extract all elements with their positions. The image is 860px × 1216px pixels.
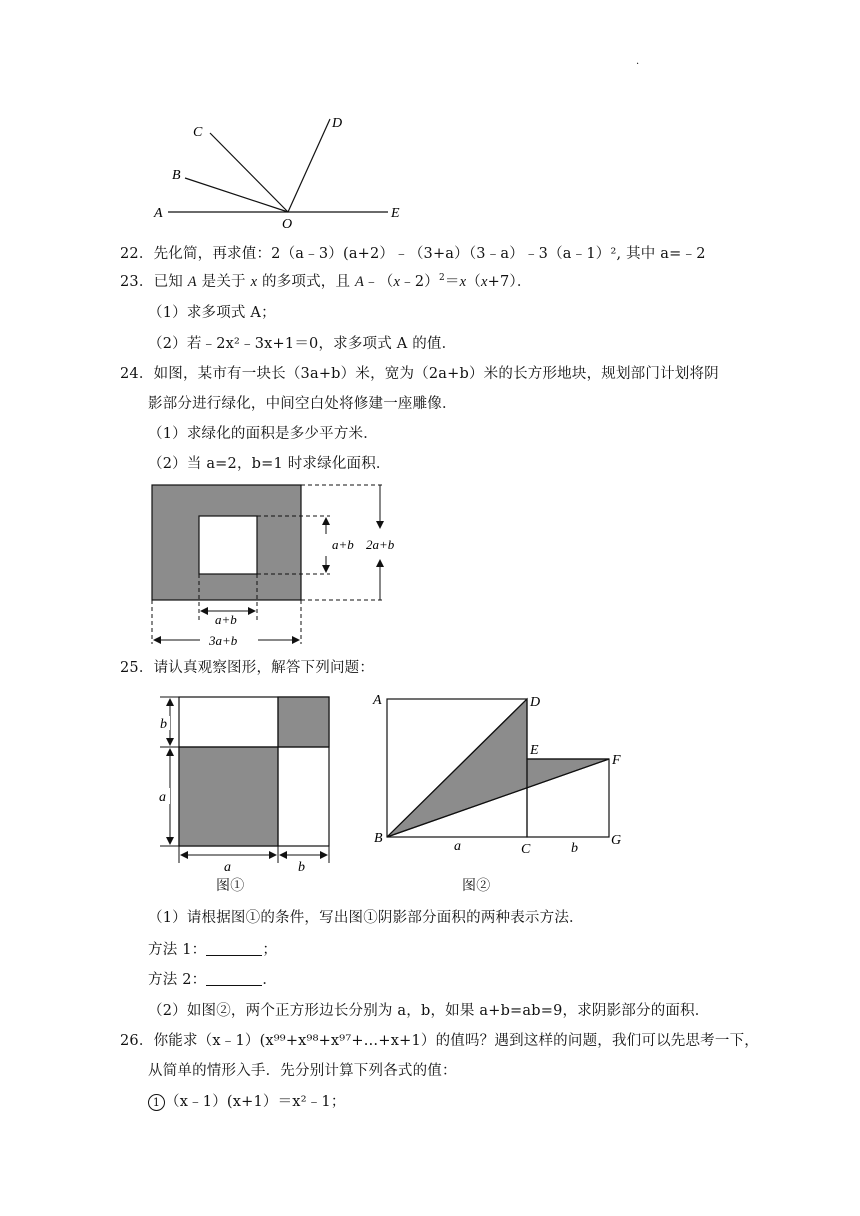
fig1-caption: 图①: [216, 878, 245, 894]
ray-ob: [185, 178, 288, 212]
q23-sub2: （2）若﹣2x²﹣3x+1＝0，求多项式 A 的值．: [148, 336, 457, 352]
fig2-label-g: G: [611, 833, 622, 848]
fig1-big-square: [179, 747, 278, 846]
method-2-label: 方法 2：: [148, 972, 207, 988]
q25-figure-1: [150, 688, 350, 898]
q22-num: 22．: [120, 246, 154, 262]
q25-method-2: [148, 970, 277, 990]
q26-item-1-text: （x﹣1）(x+1）＝x²﹣1；: [165, 1094, 346, 1110]
q26-item-1: [148, 1092, 346, 1112]
q23-stem-14: +7）．: [487, 274, 532, 290]
q23-stem-12: （: [466, 274, 481, 290]
q23-stem-1: A: [187, 274, 197, 290]
fig2-caption: 图②: [462, 878, 491, 894]
q23-stem-4: 的多项式，且: [257, 274, 356, 290]
q26-line2: 从简单的情形入手．先分别计算下列各式的值：: [148, 1063, 457, 1079]
q23-stem-11: x: [459, 274, 467, 290]
label-c: C: [193, 125, 203, 140]
q24-line2: 影部分进行绿化，中间空白处将修建一座雕像．: [148, 396, 457, 412]
method-1-end: ；: [262, 942, 278, 958]
fig1-label-b-left: b: [160, 717, 167, 732]
question-22: [120, 244, 706, 264]
question-23: [120, 272, 532, 292]
q24-figure: [140, 478, 420, 650]
q23-stem-0: 已知: [153, 274, 188, 290]
q25-sub2: （2）如图②，两个正方形边长分别为 a，b，如果 a+b=ab=9，求阴影部分的面积．: [148, 1003, 710, 1019]
question-25: [120, 658, 374, 678]
q23-stem-7: x: [393, 274, 401, 290]
q23-stem-5: A: [355, 274, 365, 290]
method-1-label: 方法 1：: [148, 942, 207, 958]
inner-square: [199, 516, 257, 574]
fig1-small-square: [278, 697, 329, 747]
q24-line1: 如图，某市有一块长（3a+b）米，宽为（2a+b）米的长方形地块，规划部门计划将阴: [153, 366, 719, 382]
question-26: [120, 1031, 759, 1051]
label-outer-w: 3a+b: [209, 633, 238, 648]
method-1-blank[interactable]: [206, 941, 262, 956]
fig2-label-d: D: [530, 695, 541, 710]
fig2-label-e: E: [530, 743, 539, 758]
fig2-label-a-vertex: A: [373, 693, 382, 708]
fig2-label-b-vertex: B: [374, 831, 383, 846]
q25-figure-2: [370, 688, 635, 858]
q23-stem-8: ﹣2）: [400, 274, 439, 290]
label-b: B: [172, 168, 181, 183]
ray-od: [288, 119, 330, 212]
q23-num: 23．: [120, 274, 154, 290]
q26-line1: 你能求（x﹣1）(x⁹⁹+x⁹⁸+x⁹⁷+…+x+1）的值吗？遇到这样的问题，我们可以先思考一下，: [153, 1033, 759, 1049]
fig1-label-a-left: a: [159, 790, 166, 805]
label-d: D: [332, 116, 343, 131]
fig2-label-b-side: b: [571, 841, 578, 856]
q26-num: 26．: [120, 1033, 154, 1049]
method-2-end: ．: [262, 972, 278, 988]
fig2-label-a-side: a: [454, 839, 461, 854]
fig1-label-b-bottom: b: [298, 860, 305, 875]
fig2-label-c: C: [521, 842, 531, 857]
question-24: [120, 364, 719, 384]
q22-text: 先化简，再求值：2（a﹣3）(a+2）﹣（3+a）（3﹣a）﹣3（a﹣1）², 其中 a=﹣2: [153, 246, 706, 262]
label-inner-h: a+b: [332, 537, 354, 552]
label-e: E: [391, 206, 400, 221]
label-outer-h: 2a+b: [366, 537, 395, 552]
q23-stem-2: 是关于: [196, 274, 251, 290]
label-a: A: [154, 206, 163, 221]
q25-sub1: （1）请根据图①的条件，写出图①阴影部分面积的两种表示方法．: [148, 910, 584, 926]
q25-num: 25．: [120, 660, 154, 676]
q25-stem: 请认真观察图形，解答下列问题：: [153, 660, 375, 676]
q24-sub1: （1）求绿化的面积是多少平方米．: [148, 426, 378, 442]
ray-oc: [210, 133, 288, 212]
label-inner-w: a+b: [215, 612, 237, 627]
page-mark: .: [636, 56, 640, 67]
q23-stem-10: ＝: [444, 274, 460, 290]
circled-number-1: 1: [148, 1094, 165, 1111]
fig2-label-f: F: [612, 753, 621, 768]
q23-stem-6: ﹣（: [364, 274, 394, 290]
q25-method-1: [148, 940, 277, 960]
shaded-region: [387, 699, 609, 837]
fig1-label-a-bottom: a: [224, 860, 231, 875]
q23-sub1: （1）求多项式 A；: [148, 305, 276, 321]
label-o: O: [282, 217, 293, 230]
method-2-blank[interactable]: [206, 971, 262, 986]
q23-stem-13: x: [480, 274, 488, 290]
q23-stem-3: x: [250, 274, 258, 290]
angle-figure: [140, 105, 420, 230]
q24-sub2: （2）当 a=2，b=1 时求绿化面积．: [148, 456, 391, 472]
q24-num: 24．: [120, 366, 154, 382]
q23-stem-9: 2: [438, 273, 445, 283]
